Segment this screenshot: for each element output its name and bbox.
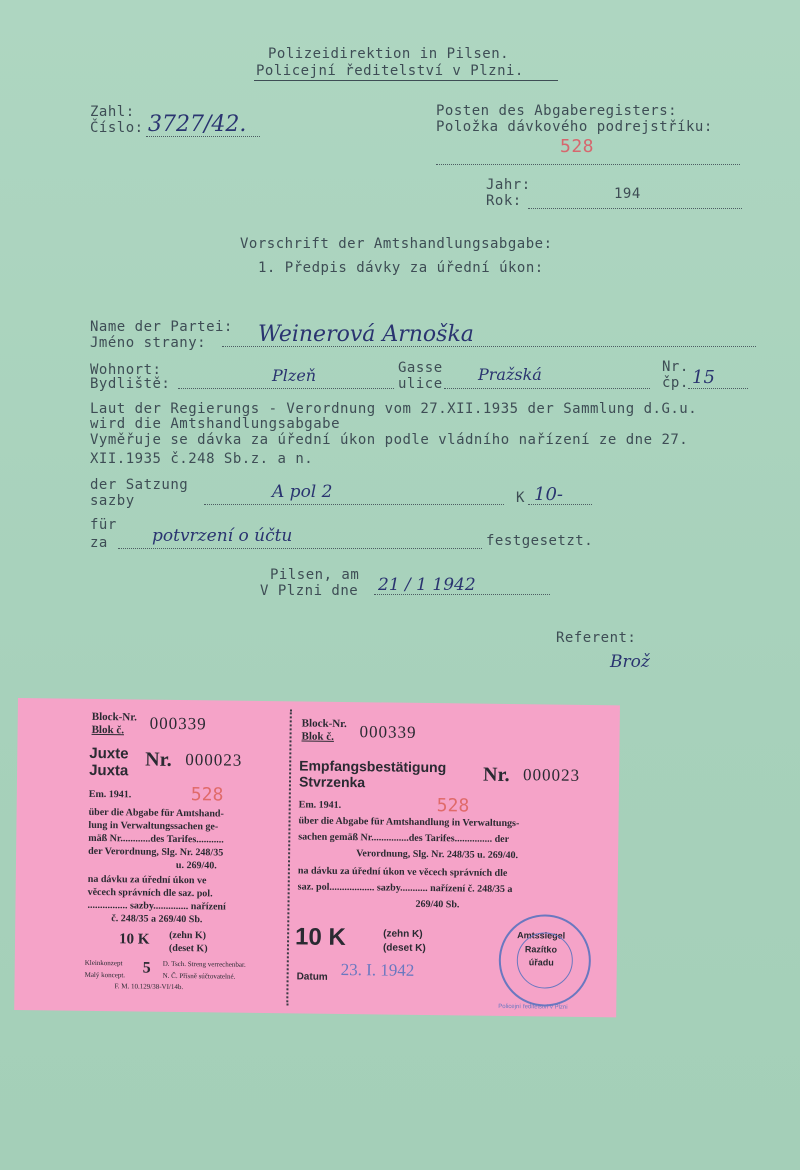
- juxte-text-2: lung in Verwaltungssachen ge-: [88, 819, 219, 833]
- address-city-dots: [178, 388, 394, 389]
- receipt-nr-label: Nr.: [482, 763, 510, 787]
- juxte-amount-cz: (deset K): [168, 942, 208, 955]
- juxte-footer-1a: Kleinkonzept: [84, 958, 123, 968]
- referent-label: Referent:: [556, 630, 637, 646]
- header-line-2: Policejní ředitelství v Plzni.: [256, 63, 524, 79]
- juxte-text-3: mäß Nr............des Tarifes...........: [88, 832, 224, 846]
- juxte-text-9: č. 248/35 a 269/40 Sb.: [111, 913, 203, 926]
- tariff-amount-dots: [528, 504, 592, 505]
- address-street-dots: [444, 388, 650, 389]
- juxte-footer-1b: D. Tsch. Streng verrechenbar.: [162, 959, 246, 969]
- party-label-de: Name der Partei:: [90, 319, 233, 335]
- juxte-amount: 10 K: [118, 931, 150, 948]
- tariff-value: A pol 2: [272, 482, 333, 502]
- address-city: Plzeň: [272, 366, 317, 385]
- juxte-text-5: u. 269/40.: [175, 859, 217, 872]
- purpose-label-cz: za: [90, 535, 108, 551]
- register-label-cz: Položka dávkového podrejstříku:: [436, 119, 713, 135]
- date-label-cz: V Plzni dne: [260, 583, 359, 599]
- address-street-label-cz: ulice: [398, 376, 443, 392]
- number-value: 3727/42.: [148, 112, 247, 137]
- referent-signature: Brož: [610, 652, 650, 672]
- juxte-footer-2b: N. Č. Přísně súčtovatelné.: [162, 971, 236, 981]
- address-nr-dots: [688, 388, 748, 389]
- party-label-cz: Jméno strany:: [90, 335, 207, 351]
- purpose-dots: [118, 548, 482, 549]
- address-nr: 15: [692, 367, 715, 388]
- juxte-text-1: über die Abgabe für Amtshand-: [88, 806, 224, 820]
- juxte-block-number: 000339: [149, 713, 207, 734]
- purpose-label-de: für: [90, 517, 117, 533]
- year-label-de: Jahr:: [486, 177, 531, 193]
- receipt-datum-value: 23. I. 1942: [340, 959, 415, 980]
- receipt-amount-cz: (deset K): [382, 942, 426, 954]
- party-value: Weinerová Arnoška: [258, 322, 474, 347]
- office-seal-inner-ring: [516, 932, 573, 989]
- juxte-block-label-cz: Blok č.: [91, 723, 125, 737]
- date-value: 21 / 1 1942: [378, 575, 476, 595]
- receipt-block-label-de: Block-Nr.: [301, 717, 347, 731]
- receipt-emission: Em. 1941.: [298, 799, 342, 811]
- juxte-text-4: der Verordnung, Slg. Nr. 248/35: [88, 845, 224, 859]
- year-value: 194: [614, 186, 641, 202]
- year-label-cz: Rok:: [486, 193, 522, 209]
- year-dots: [528, 208, 742, 209]
- juxte-nr-label: Nr.: [145, 748, 172, 771]
- purpose-suffix: festgesetzt.: [486, 533, 594, 549]
- fee-receipt-slip: [14, 698, 620, 1017]
- juxte-footer-2a: Malý koncept.: [84, 970, 126, 980]
- juxte-amount-de: (zehn K): [169, 929, 207, 942]
- number-dots: [146, 136, 260, 137]
- header-underline: [254, 80, 558, 81]
- juxte-emission: Em. 1941.: [88, 788, 132, 801]
- receipt-text-2: sachen gemäß Nr...............des Tarifes............... der: [298, 831, 510, 846]
- receipt-stamp-number: 528: [436, 795, 470, 817]
- address-street-label-de: Gasse: [398, 360, 443, 376]
- address-nr-label-cz: čp.: [662, 375, 689, 391]
- address-label-cz: Bydliště:: [90, 376, 171, 392]
- juxte-block-label-de: Block-Nr.: [91, 710, 137, 724]
- party-dots: [222, 346, 756, 347]
- juxte-text-7: věcech správních dle saz. pol.: [87, 886, 213, 900]
- tariff-label-de: der Satzung: [90, 477, 189, 493]
- receipt-text-1: über die Abgabe für Amtshandlung in Verwaltungs-: [298, 815, 520, 830]
- receipt-amount-de: (zehn K): [383, 928, 423, 940]
- receipt-block-number: 000339: [359, 722, 417, 742]
- receipt-datum-label: Datum: [296, 971, 328, 983]
- perforation-line: [286, 709, 292, 1005]
- tariff-dots: [204, 504, 504, 505]
- legal-line-2: wird die Amtshandlungsabgabe: [90, 416, 341, 432]
- number-label-de: Zahl:: [90, 104, 135, 120]
- receipt-amount: 10 K: [294, 923, 346, 952]
- receipt-seal-label-cz1: Razítko: [524, 944, 558, 955]
- juxte-type-de: Juxte: [89, 744, 129, 763]
- receipt-seal-label-de: Amtssiegel: [517, 930, 566, 941]
- legal-line-4: XII.1935 č.248 Sb.z. a n.: [90, 451, 314, 467]
- juxte-text-8: ................ sazby.............. nařízení: [87, 899, 226, 913]
- date-dots: [374, 594, 550, 595]
- receipt-type-cz: Stvrzenka: [298, 773, 366, 791]
- date-label-de: Pilsen, am: [270, 567, 360, 583]
- address-nr-label-de: Nr.: [662, 359, 689, 375]
- purpose-value: potvrzení o účtu: [152, 526, 293, 546]
- receipt-block-label-cz: Blok č.: [301, 730, 335, 743]
- header-line-1: Polizeidirektion in Pilsen.: [268, 46, 510, 62]
- juxte-footer-number: 5: [142, 959, 151, 977]
- title-line-1: Vorschrift der Amtshandlungsabgabe:: [240, 236, 553, 252]
- receipt-text-6: 269/40 Sb.: [415, 898, 460, 911]
- register-dots: [436, 164, 740, 165]
- receipt-text-5: saz. pol.................. sazby........... nařízení č. 248/35 a: [297, 881, 513, 896]
- address-street: Pražská: [478, 365, 542, 384]
- tariff-label-cz: sazby: [90, 493, 135, 509]
- legal-line-1: Laut der Regierungs - Verordnung vom 27.XII.1935 der Sammlung d.G.u.: [90, 401, 698, 417]
- receipt-seal-label-cz2: úřadu: [528, 957, 554, 968]
- office-seal-ring-text: Policejní ředitelství v Plzni: [498, 1003, 568, 1011]
- legal-line-3: Vyměřuje se dávka za úřední úkon podle vládního nařízení ze dne 27.: [90, 432, 689, 448]
- title-line-2: 1. Předpis dávky za úřední úkon:: [258, 260, 544, 276]
- tariff-amount: 10-: [534, 484, 563, 505]
- juxte-nr: 000023: [185, 750, 243, 770]
- tariff-currency: K: [516, 490, 525, 506]
- receipt-nr: 000023: [522, 765, 581, 785]
- juxte-text-6: na dávku za úřední úkon ve: [87, 873, 207, 887]
- register-label-de: Posten des Abgaberegisters:: [436, 103, 678, 119]
- receipt-text-4: na dávku za úřední úkon ve věcech správních dle: [297, 865, 508, 879]
- receipt-text-3: Verordnung, Slg. Nr. 248/35 u. 269/40.: [356, 848, 519, 862]
- register-value: 528: [560, 136, 595, 157]
- number-label-cz: Číslo:: [90, 120, 144, 136]
- juxte-type-cz: Juxta: [89, 761, 129, 780]
- receipt-type-de: Empfangsbestätigung: [299, 757, 447, 776]
- office-seal-stamp: [498, 914, 591, 1011]
- juxte-footer-3: F. M. 10.129/38-VI/14b.: [114, 982, 184, 992]
- address-label-de: Wohnort:: [90, 362, 162, 378]
- juxte-stamp-number: 528: [190, 784, 224, 806]
